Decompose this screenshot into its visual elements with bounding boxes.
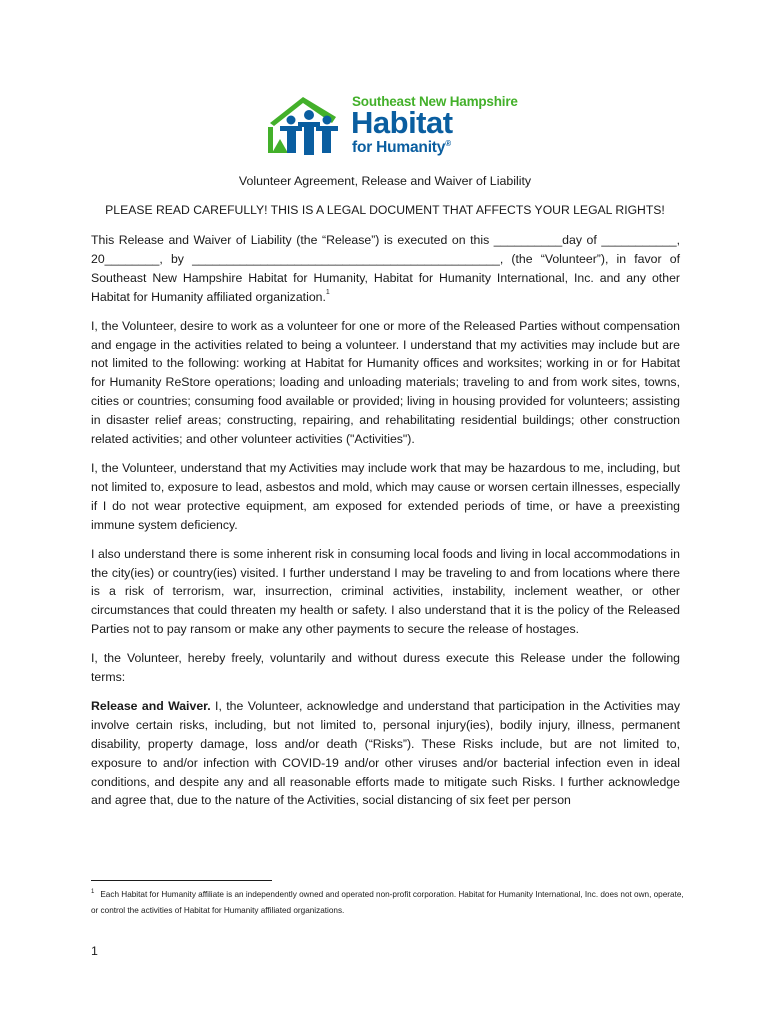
document-title: Volunteer Agreement, Release and Waiver of Liability (238, 174, 532, 188)
logo-brand: Habitat (351, 105, 453, 140)
habitat-logo (266, 93, 518, 163)
habitat-house-people-icon (266, 93, 352, 159)
paragraph-travel-risks: I also understand there is some inherent risk in consuming local foods and living in local accommodations in the city(ies) or country(ies) visited. I further understand I may be traveling to and from locations where there is a risk of terrorism, war, insurrection, criminal activities, instability, inclement weather, or other circumstances that could threaten my health or safety. I also understand that it is the policy of the Released Parties not to pay ransom or make any other payments to secure the release of hostages. (91, 546, 680, 637)
section-heading: Release and Waiver. (91, 698, 211, 713)
document-body (91, 231, 680, 820)
page-number: 1 (91, 944, 98, 958)
logo-affiliate-name: Southeast New Hampshire (352, 94, 518, 109)
paragraph-terms-intro: I, the Volunteer, hereby freely, voluntarily and without duress execute this Release under the following terms: (91, 651, 680, 685)
footnote-ref: 1 (325, 288, 330, 296)
legal-warning: PLEASE READ CAREFULLY! THIS IS A LEGAL DOCUMENT THAT AFFECTS YOUR LEGAL RIGHTS! (105, 203, 665, 217)
paragraph-hazards: I, the Volunteer, understand that my Activities may include work that may be hazardous to me, including, but not limited to, exposure to lead, asbestos and mold, which may cause or worsen certain illnesses, especially if I do not wear protective equipment, am exposed for extended periods of time, or have a preexisting immune system deficiency. (91, 460, 680, 532)
paragraph-execution: This Release and Waiver of Liability (the “Release”) is executed on this __________day of ___________, 20________, by _____________________________________________, (the “Volunteer”), in favor of Southeast New Hampshire Habitat for Humanity, Habitat for Humanity International, Inc. and any other Habitat for Humanity affiliated organization.$^1$ (91, 233, 680, 304)
footnote-divider (91, 880, 272, 881)
footnote: $^1$ Each Habitat for Humanity affiliate is an independently owned and operated non-profit corporation. Habitat for Humanity International, Inc. does not own, operate, or control the activities of Habitat for Humanity affiliated organizations. (91, 889, 684, 915)
paragraph-release-waiver: Release and Waiver. I, the Volunteer, acknowledge and understand that participation in the Activities may involve certain risks, including, but not limited to, personal injury(ies), bodily injury, illness, permanent disability, property damage, loss and/or death (“Risks”). These Risks include, but are not limited to, exposure to and/or infection with COVID-19 and/or other viruses and/or bacterial infection even in ideal conditions, and despite any and all reasonable efforts made to mitigate such Risks. I further acknowledge and agree that, due to the nature of the Activities, social distancing of six feet per person (91, 698, 680, 808)
logo-subtitle: for Humanity® (352, 139, 451, 156)
paragraph-activities: I, the Volunteer, desire to work as a volunteer for one or more of the Released Parties without compensation and engage in the activities related to being a volunteer. I understand that my activities may include but are not limited to the following: working at Habitat for Humanity offices and worksites; working in or for Habitat for Humanity ReStore operations; loading and unloading materials; traveling to and from work sites, towns, cities or countries; consuming food available or provided; living in housing provided for volunteers; assisting in disaster relief areas; constructing, repairing, and rehabilitating residential buildings; other construction related activities; and other volunteer activities ("Activities"). (91, 318, 680, 447)
